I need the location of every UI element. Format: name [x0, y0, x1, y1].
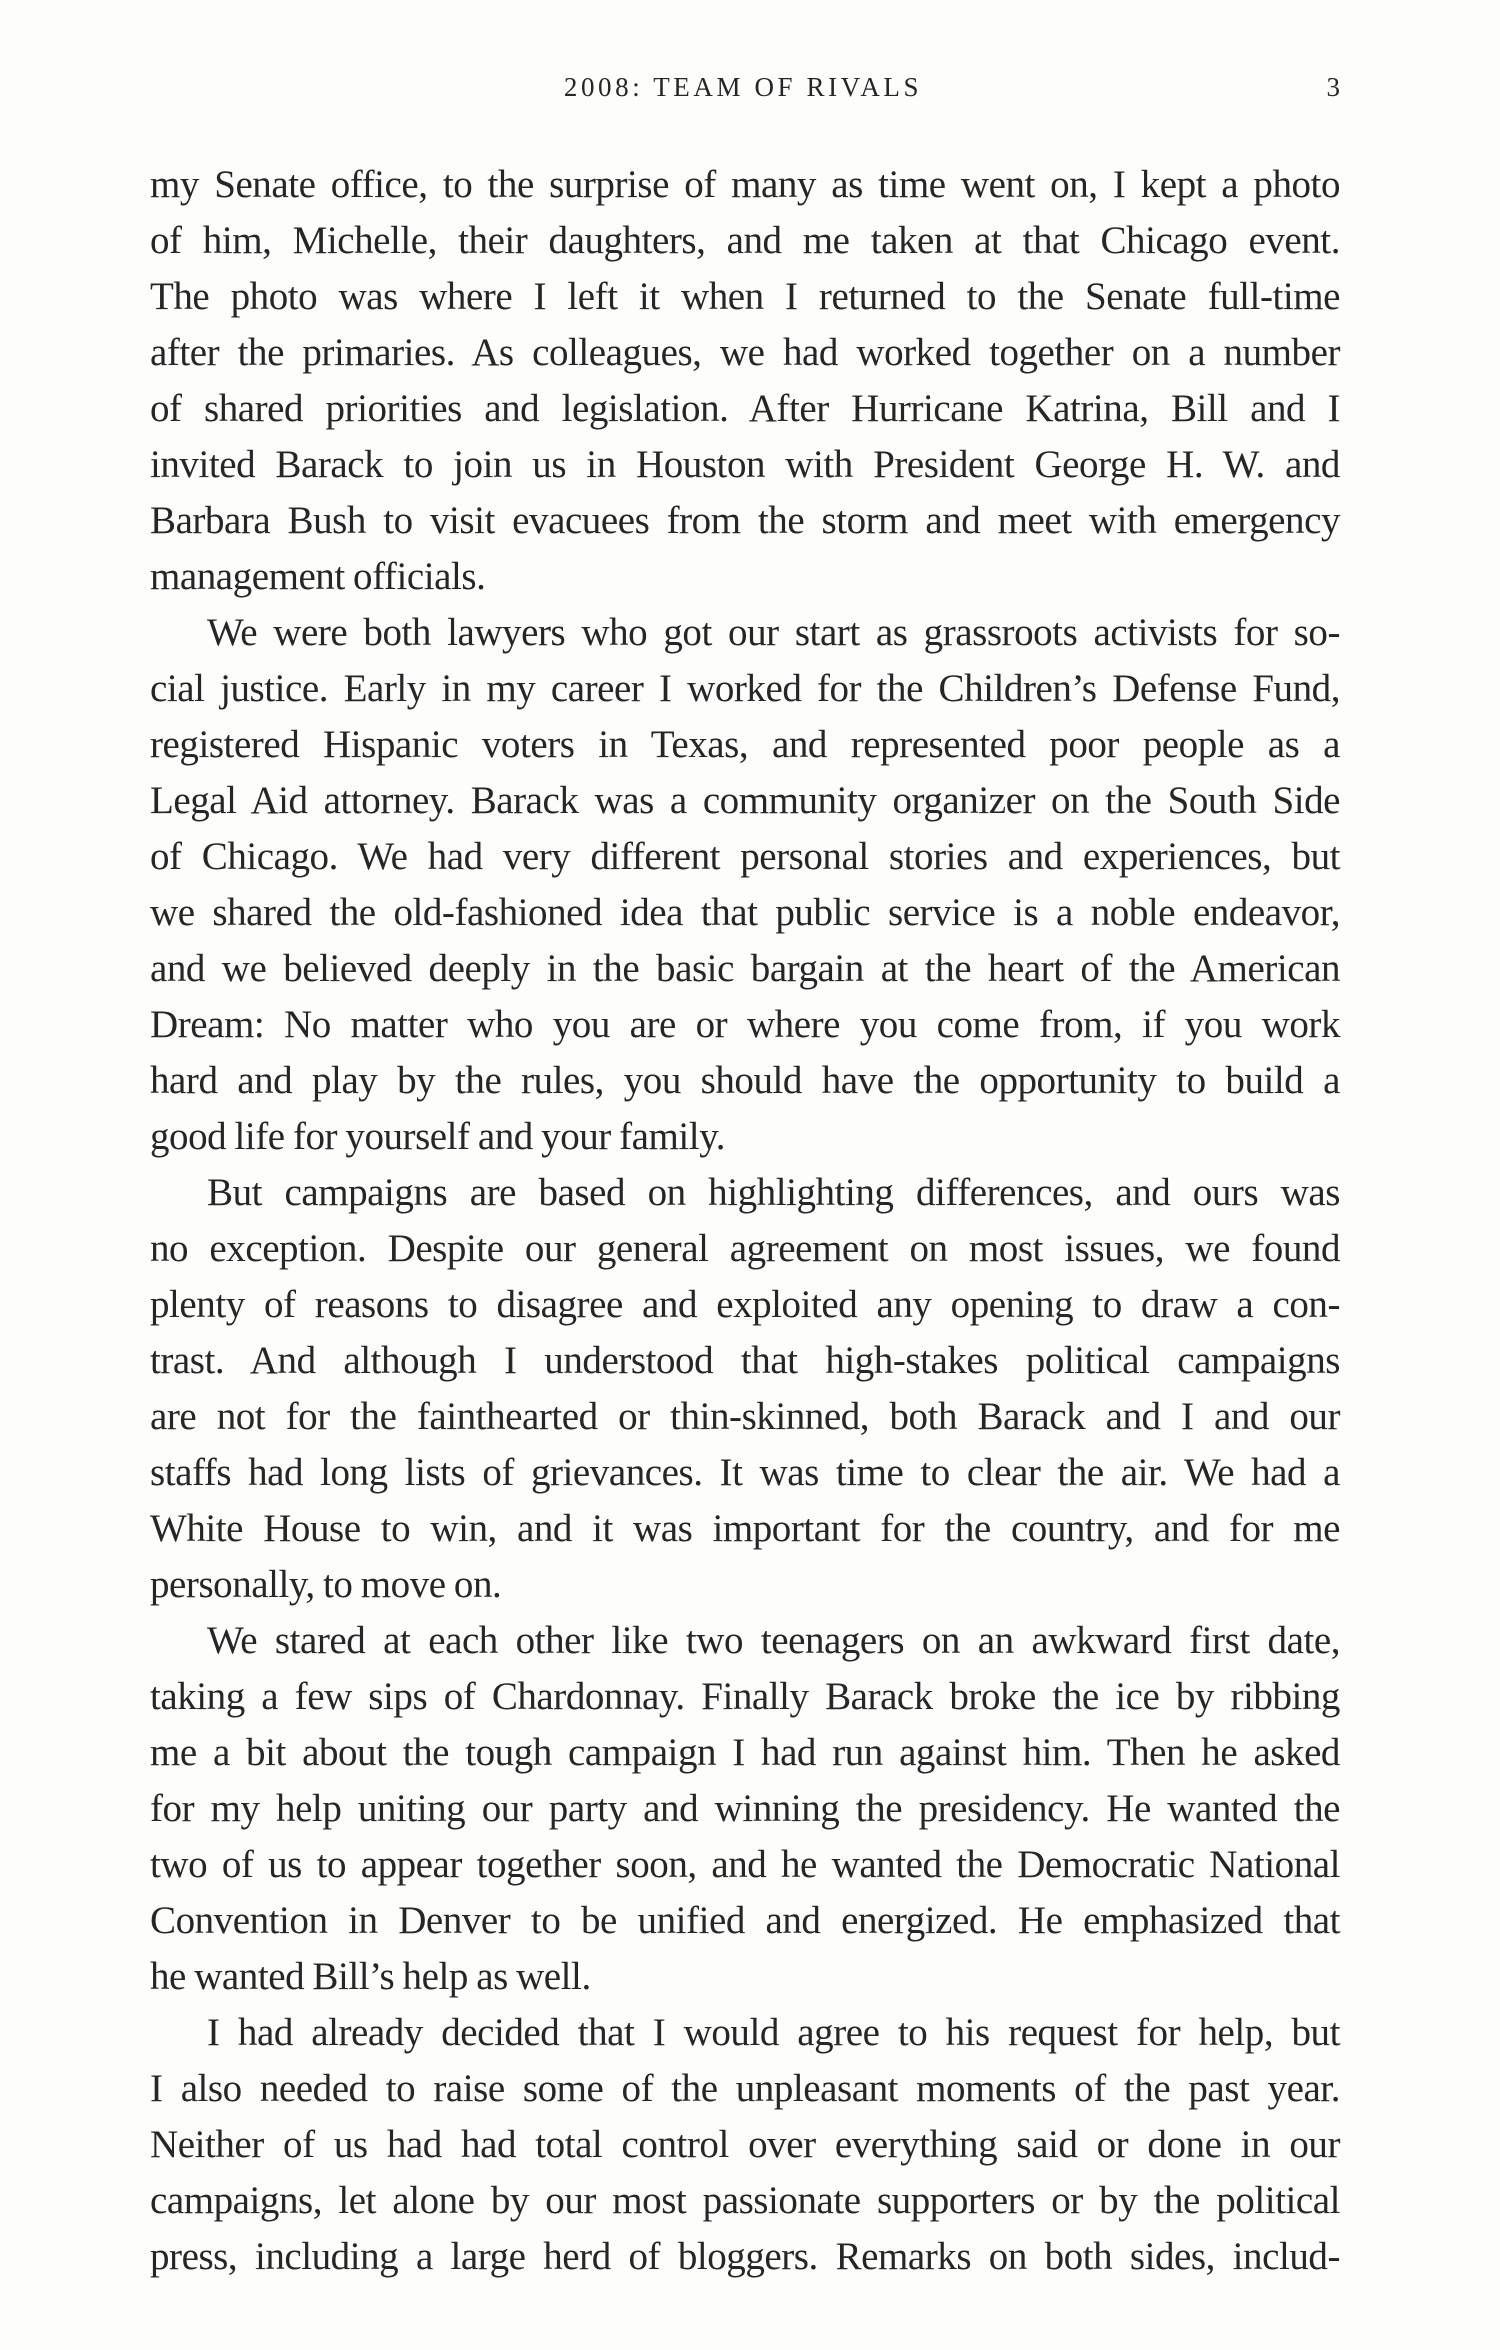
text-line: Barbara Bush to visit evacuees from the storm and meet with emergency — [150, 499, 1340, 542]
text-line: for my help uniting our party and winning the presidency. He wanted the — [150, 1787, 1340, 1830]
text-line: invited Barack to join us in Houston with President George H. W. and — [150, 443, 1340, 486]
text-line: But campaigns are based on highlighting differences, and ours was — [207, 1171, 1340, 1214]
text-line: of shared priorities and legislation. After Hurricane Katrina, Bill and I — [150, 387, 1340, 430]
text-line: We were both lawyers who got our start as grassroots activists for so- — [207, 611, 1340, 654]
text-line: The photo was where I left it when I returned to the Senate full-time — [150, 275, 1340, 318]
text-line: hard and play by the rules, you should have the opportunity to build a — [150, 1059, 1340, 1102]
text-line: good life for yourself and your family. — [150, 1115, 726, 1158]
text-line: no exception. Despite our general agreement on most issues, we found — [150, 1227, 1340, 1270]
text-line: my Senate office, to the surprise of many as time went on, I kept a photo — [150, 163, 1340, 206]
chapter-title: 2008: TEAM OF RIVALS — [563, 72, 923, 102]
text-line: of Chicago. We had very different personal stories and experiences, but — [150, 835, 1340, 878]
text-line: he wanted Bill’s help as well. — [150, 1955, 591, 1998]
text-line: management officials. — [150, 555, 486, 598]
text-line: Neither of us had had total control over everything said or done in our — [150, 2123, 1340, 2166]
text-line: personally, to move on. — [150, 1563, 502, 1606]
running-head — [150, 70, 1340, 110]
text-line: trast. And although I understood that high-stakes political campaigns — [150, 1339, 1340, 1382]
text-line: taking a few sips of Chardonnay. Finally Barack broke the ice by ribbing — [150, 1675, 1340, 1718]
paragraph — [150, 605, 1340, 1165]
body-text — [150, 157, 1340, 2285]
text-line: registered Hispanic voters in Texas, and represented poor people as a — [150, 723, 1340, 766]
page-number: 3 — [1326, 72, 1340, 102]
text-line: campaigns, let alone by our most passionate supporters or by the political — [150, 2179, 1340, 2222]
text-line: White House to win, and it was important for the country, and for me — [150, 1507, 1340, 1550]
text-line: and we believed deeply in the basic bargain at the heart of the American — [150, 947, 1340, 990]
text-line: We stared at each other like two teenagers on an awkward first date, — [207, 1619, 1340, 1662]
text-line: are not for the fainthearted or thin-skinned, both Barack and I and our — [150, 1395, 1340, 1438]
text-line: two of us to appear together soon, and he wanted the Democratic National — [150, 1843, 1340, 1886]
text-line: Legal Aid attorney. Barack was a community organizer on the South Side — [150, 779, 1340, 822]
text-line: press, including a large herd of bloggers. Remarks on both sides, includ- — [150, 2235, 1340, 2278]
text-line: of him, Michelle, their daughters, and me taken at that Chicago event. — [150, 219, 1340, 262]
text-line: me a bit about the tough campaign I had run against him. Then he asked — [150, 1731, 1340, 1774]
text-line: staffs had long lists of grievances. It was time to clear the air. We had a — [150, 1451, 1340, 1494]
paragraph — [150, 157, 1340, 605]
text-line: Convention in Denver to be unified and energized. He emphasized that — [150, 1899, 1340, 1942]
text-line: I also needed to raise some of the unpleasant moments of the past year. — [150, 2067, 1340, 2110]
text-line: cial justice. Early in my career I worked for the Children’s Defense Fund, — [150, 667, 1340, 710]
text-line: we shared the old-fashioned idea that public service is a noble endeavor, — [150, 891, 1340, 934]
paragraph — [150, 1165, 1340, 1613]
text-line: after the primaries. As colleagues, we had worked together on a number — [150, 331, 1340, 374]
text-line: plenty of reasons to disagree and exploited any opening to draw a con- — [150, 1283, 1340, 1326]
text-line: Dream: No matter who you are or where you come from, if you work — [150, 1003, 1340, 1046]
text-line: I had already decided that I would agree to his request for help, but — [207, 2011, 1340, 2054]
paragraph — [150, 2005, 1340, 2285]
paragraph — [150, 1613, 1340, 2005]
